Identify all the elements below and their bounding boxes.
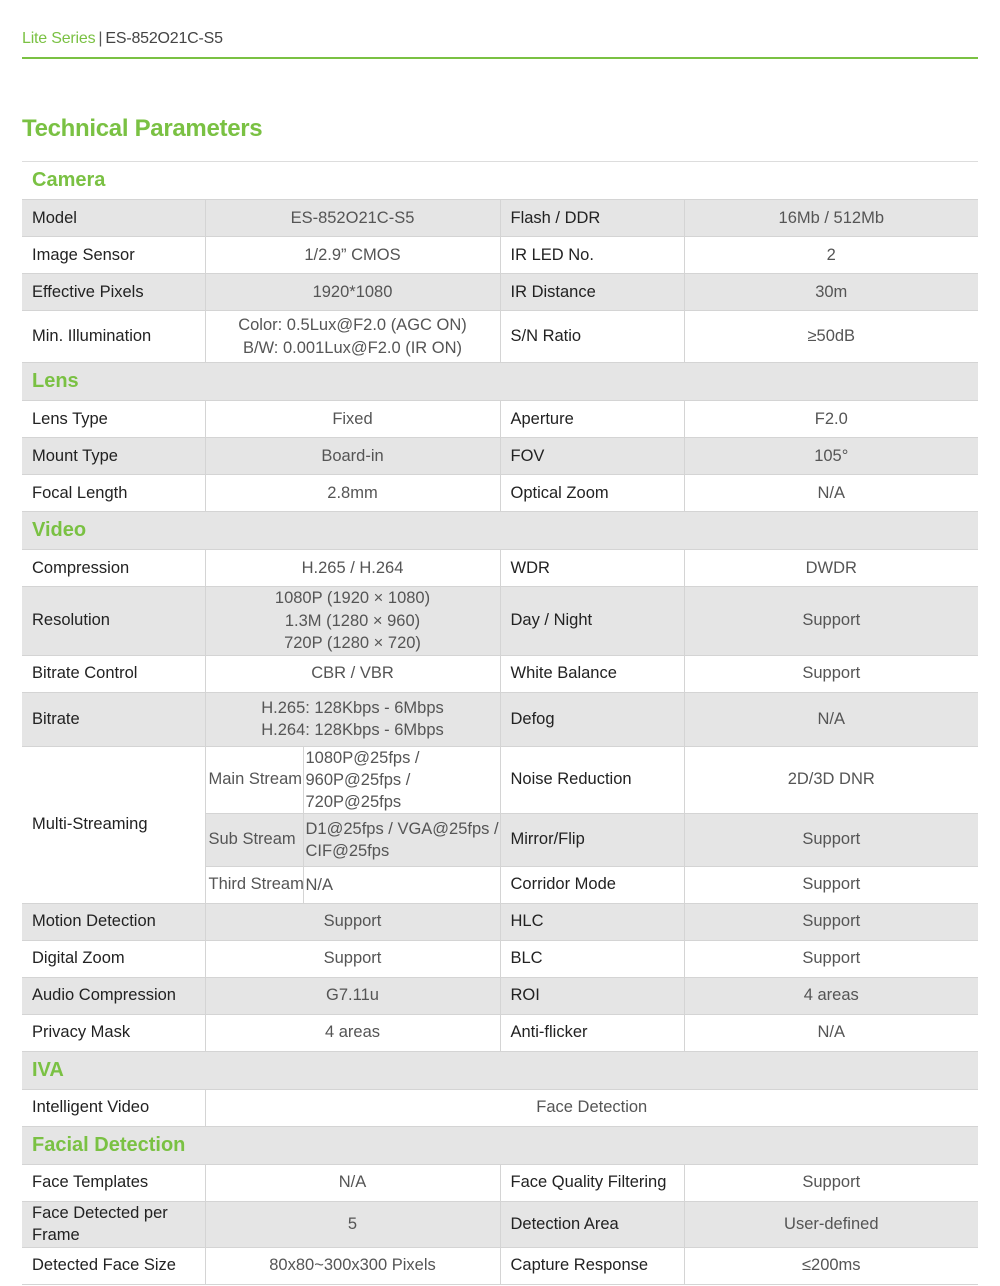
spec-row [22,1247,978,1284]
spec-label: Detected Face Size [22,1247,205,1284]
spec-label: ROI [500,977,684,1014]
section-row-lens [22,363,978,401]
series-name: Lite Series [22,30,96,47]
spec-label: Corridor Mode [500,866,684,903]
spec-value: F2.0 [684,401,978,438]
spec-row [22,475,978,512]
spec-value: Fixed [205,401,500,438]
section-title-camera: Camera [22,162,978,200]
spec-value: 4 areas [205,1014,500,1051]
section-title-facial-detection: Facial Detection [22,1126,978,1164]
spec-label: Day / Night [500,587,684,656]
spec-value-line: 1.3M (1280 × 960) [284,611,421,630]
spec-value-line: H.264: 128Kbps - 6Mbps [261,721,444,739]
spec-label: Model [22,200,205,237]
spec-value-multiline [205,311,500,363]
spec-row [22,1164,978,1201]
stream-value: N/A [303,866,500,903]
spec-label: Resolution [22,587,205,656]
spec-value: 2D/3D DNR [684,746,978,813]
spec-row [22,692,978,746]
stream-value-line: 960P@25fps / 720P@25fps [305,770,411,811]
spec-value: Support [205,940,500,977]
spec-value: User-defined [684,1201,978,1247]
spec-label: White Balance [500,655,684,692]
spec-row [22,1201,978,1247]
spec-value: 30m [684,274,978,311]
spec-table [22,162,978,1285]
header-model: ES-852O21C-S5 [105,30,223,47]
spec-label: Effective Pixels [22,274,205,311]
spec-value: CBR / VBR [205,655,500,692]
stream-name: Main Stream [205,746,303,813]
spec-value-line: 1080P (1920 × 1080) [274,589,431,607]
spec-row [22,1014,978,1051]
spec-label: Image Sensor [22,237,205,274]
spec-value: G7.11u [205,977,500,1014]
spec-value: 105° [684,438,978,475]
spec-label: HLC [500,903,684,940]
stream-value-line: CIF@25fps [305,841,390,860]
stream-value-line: 1080P@25fps / [305,748,420,767]
spec-label: Aperture [500,401,684,438]
spec-value: DWDR [684,550,978,587]
spec-value: H.265 / H.264 [205,550,500,587]
spec-value: 1920*1080 [205,274,500,311]
spec-value: Support [684,813,978,866]
spec-label: IR Distance [500,274,684,311]
spec-value: 2.8mm [205,475,500,512]
spec-value: Support [684,940,978,977]
spec-label: Digital Zoom [22,940,205,977]
spec-label: Audio Compression [22,977,205,1014]
spec-label: Capture Response [500,1247,684,1284]
spec-value: ≤200ms [684,1247,978,1284]
header-separator: | [98,30,103,47]
spec-label: Compression [22,550,205,587]
spec-row-main-stream [22,746,978,813]
spec-value: Board-in [205,438,500,475]
spec-label-multiline [22,1201,205,1247]
spec-value: N/A [684,475,978,512]
spec-label-multi-streaming: Multi-Streaming [22,746,205,903]
section-row-facial-detection [22,1126,978,1164]
spec-value: 1/2.9” CMOS [205,237,500,274]
spec-row [22,655,978,692]
spec-row [22,200,978,237]
spec-value: Support [684,903,978,940]
spec-value-multiline [205,587,500,656]
section-row-iva [22,1051,978,1089]
spec-value: Support [684,866,978,903]
spec-value: Face Detection [205,1089,978,1126]
section-title-video: Video [22,512,978,550]
spec-label: Focal Length [22,475,205,512]
spec-row [22,311,978,363]
section-row-video [22,512,978,550]
spec-label: Face Quality Filtering [500,1164,684,1201]
spec-label: FOV [500,438,684,475]
spec-row [22,940,978,977]
spec-label: Detection Area [500,1201,684,1247]
spec-value-line: Color: 0.5Lux@F2.0 (AGC ON) [238,316,467,334]
spec-label: Face Templates [22,1164,205,1201]
spec-row [22,1089,978,1126]
spec-value: Support [684,1164,978,1201]
spec-label: Mount Type [22,438,205,475]
stream-name: Sub Stream [205,813,303,866]
spec-value: N/A [684,1014,978,1051]
spec-row [22,587,978,656]
spec-label: Defog [500,692,684,746]
spec-row [22,274,978,311]
spec-label: BLC [500,940,684,977]
spec-label: Bitrate Control [22,655,205,692]
stream-value [303,746,500,813]
spec-label: Intelligent Video [22,1089,205,1126]
spec-value: 80x80~300x300 Pixels [205,1247,500,1284]
spec-label: IR LED No. [500,237,684,274]
spec-label-line: Face Detected per [32,1203,168,1222]
section-title-lens: Lens [22,363,978,401]
spec-label: WDR [500,550,684,587]
spec-value-multiline [205,692,500,746]
spec-row [22,550,978,587]
spec-row [22,401,978,438]
spec-value: Support [684,655,978,692]
spec-value: Support [684,587,978,656]
spec-label: S/N Ratio [500,311,684,363]
section-row-camera [22,162,978,200]
spec-value: N/A [205,1164,500,1201]
spec-label: Bitrate [22,692,205,746]
stream-name: Third Stream [205,866,303,903]
stream-value-line: D1@25fps / VGA@25fps / [305,819,499,838]
spec-value: ES-852O21C-S5 [205,200,500,237]
page-title: Technical Parameters [22,115,263,142]
spec-label: Mirror/Flip [500,813,684,866]
spec-value: ≥50dB [684,311,978,363]
spec-label: Lens Type [22,401,205,438]
spec-row [22,438,978,475]
spec-value: 5 [205,1201,500,1247]
breadcrumb-header [22,30,223,48]
spec-value-line: 720P (1280 × 720) [284,634,421,652]
spec-row [22,903,978,940]
spec-value-line: B/W: 0.001Lux@F2.0 (IR ON) [242,338,463,357]
spec-value: 4 areas [684,977,978,1014]
spec-row [22,977,978,1014]
spec-value-line: H.265: 128Kbps - 6Mbps [261,698,444,717]
spec-label: Privacy Mask [22,1014,205,1051]
section-title-iva: IVA [22,1051,978,1089]
spec-value: 2 [684,237,978,274]
spec-label: Optical Zoom [500,475,684,512]
stream-value [303,813,500,866]
spec-label-line: Frame [32,1226,80,1244]
spec-row [22,237,978,274]
spec-value: N/A [684,692,978,746]
spec-label: Min. Illumination [22,311,205,363]
spec-value: Support [205,903,500,940]
spec-label: Anti-flicker [500,1014,684,1051]
spec-value: 16Mb / 512Mb [684,200,978,237]
spec-label: Noise Reduction [500,746,684,813]
header-divider [22,57,978,59]
spec-label: Flash / DDR [500,200,684,237]
spec-label: Motion Detection [22,903,205,940]
